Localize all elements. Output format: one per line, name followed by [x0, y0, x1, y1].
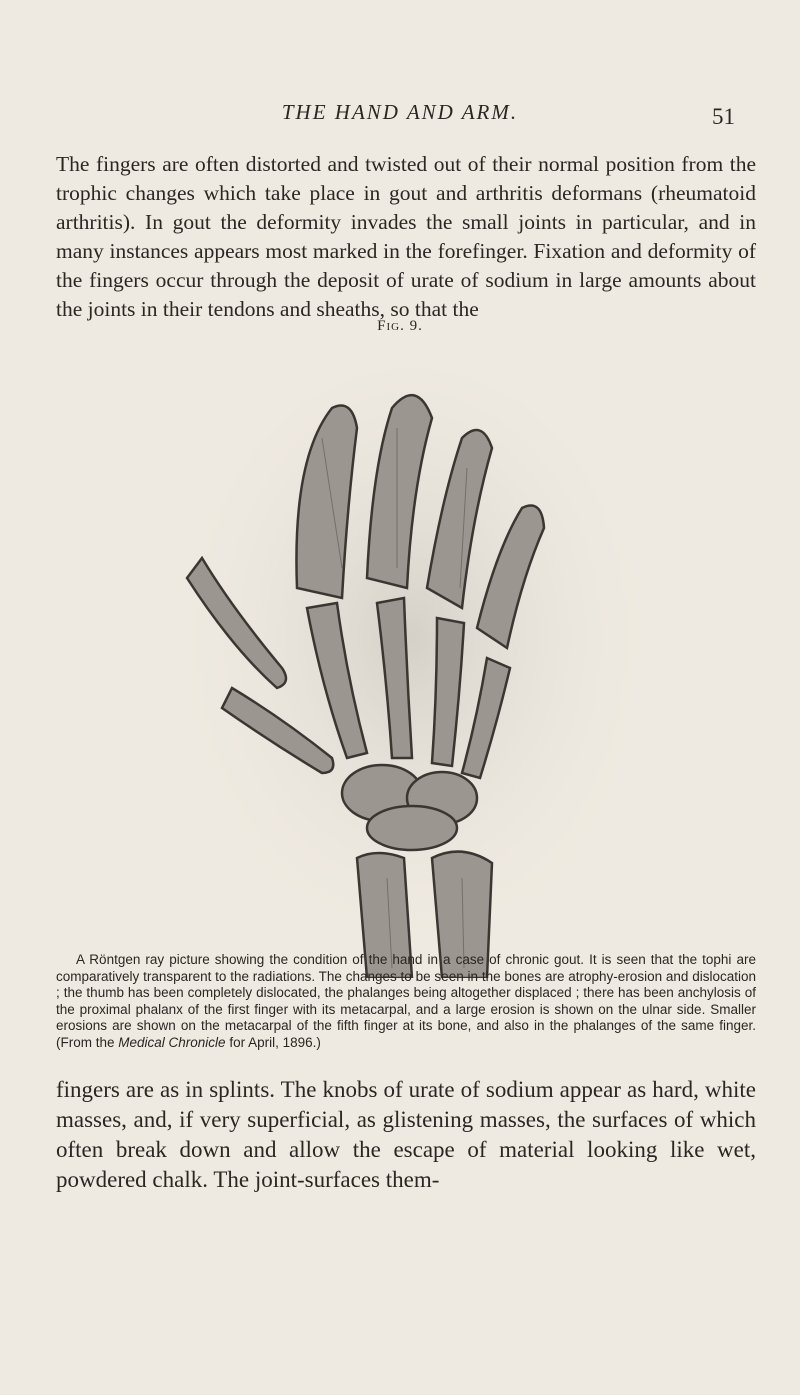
figure-caption [56, 952, 756, 1051]
body-paragraph-top: The fingers are often distorted and twisted out of their normal position from the trophic changes which take place in gout and arthritis deformans (rheumatoid arthritis). In gout the deformity invades the small joints in particular, and in many instances appears most marked in the forefinger. Fixation and deformity of the fingers occur through the deposit of urate of sodium in large amounts about the joints in their tendons and sheaths, so that the [56, 152, 756, 321]
xray-hand-figure [142, 338, 662, 978]
carpal-cluster-c [367, 806, 457, 850]
figure-label: Fig. 9. [377, 318, 423, 334]
caption-source: Medical Chronicle [118, 1034, 226, 1050]
caption-end: for April, 1896.) [225, 1034, 321, 1050]
running-head: THE HAND AND ARM. [281, 100, 519, 124]
caption-text: A Röntgen ray picture showing the condition of the hand in a case of chronic gout. It is seen that the tophi are comparatively transparent to the radiations. The changes to be seen in the bones are atrophy-erosion and dislocation ; the thumb has been completely dislocated, the phalanges being altogether displaced ; there has been anchylosis of the proximal phalanx of the first finger with its metacarpal, and a large erosion is shown on the ulnar side. Smaller erosions are shown on the metacarpal of the fifth finger at its bone, and also in the phalanges of the same finger. (From the [56, 952, 756, 1050]
page-number: 51 [712, 104, 735, 129]
body-paragraph-bottom: fingers are as in splints. The knobs of urate of sodium appear as hard, white masses, and, if very superficial, as glistening masses, the surfaces of which often break down and allow the escape of material looking like wet, powdered chalk. The joint-surfaces them- [56, 1077, 756, 1192]
